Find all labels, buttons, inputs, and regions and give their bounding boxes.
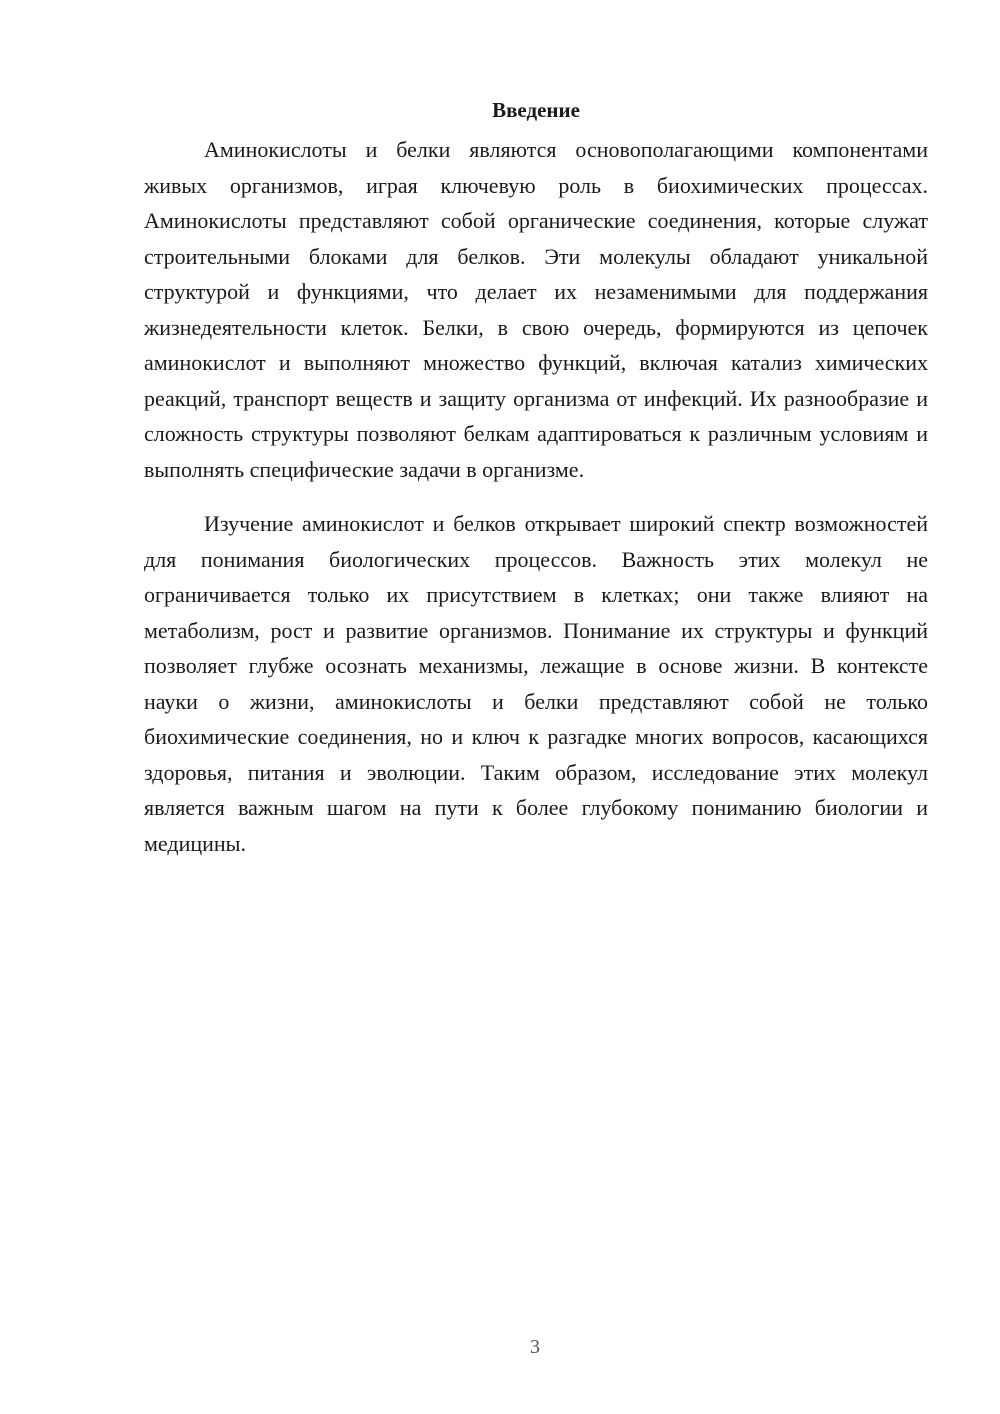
paragraph-2: Изучение аминокислот и белков открывает широкий спектр возможностей для понимания биологических процессов. Важность этих молекул не ограничивается только их присутствием в клетках; они также влияют на метаболизм, рост и развитие организмов. Понимание их структуры и функций позволяет глубже осознать механизмы, лежащие в основе жизни. В контексте науки о жизни, аминокислоты и белки представляют собой не только биохимические соединения, но и ключ к разгадке многих вопросов, касающихся здоровья, питания и эволюции. Таким образом, исследование этих молекул является важным шагом на пути к более глубокому пониманию биологии и медицины. [144,511,928,856]
paragraph-1: Аминокислоты и белки являются основополагающими компонентами живых организмов, играя ключевую роль в биохимических процессах. Аминокислоты представляют собой органические соединения, которые служат строительными блоками для белков. Эти молекулы обладают уникальной структурой и функциями, что делает их незаменимыми для поддержания жизнедеятельности клеток. Белки, в свою очередь, формируются из цепочек аминокислот и выполняют множество функций, включая катализ химических реакций, транспорт веществ и защиту организма от инфекций. Их разнообразие и сложность структуры позволяют белкам адаптироваться к различным условиям и выполнять специфические задачи в организме. [144,137,928,482]
page-content [144,92,928,861]
page-number: 3 [530,1336,540,1358]
section-heading: Введение [492,98,580,122]
